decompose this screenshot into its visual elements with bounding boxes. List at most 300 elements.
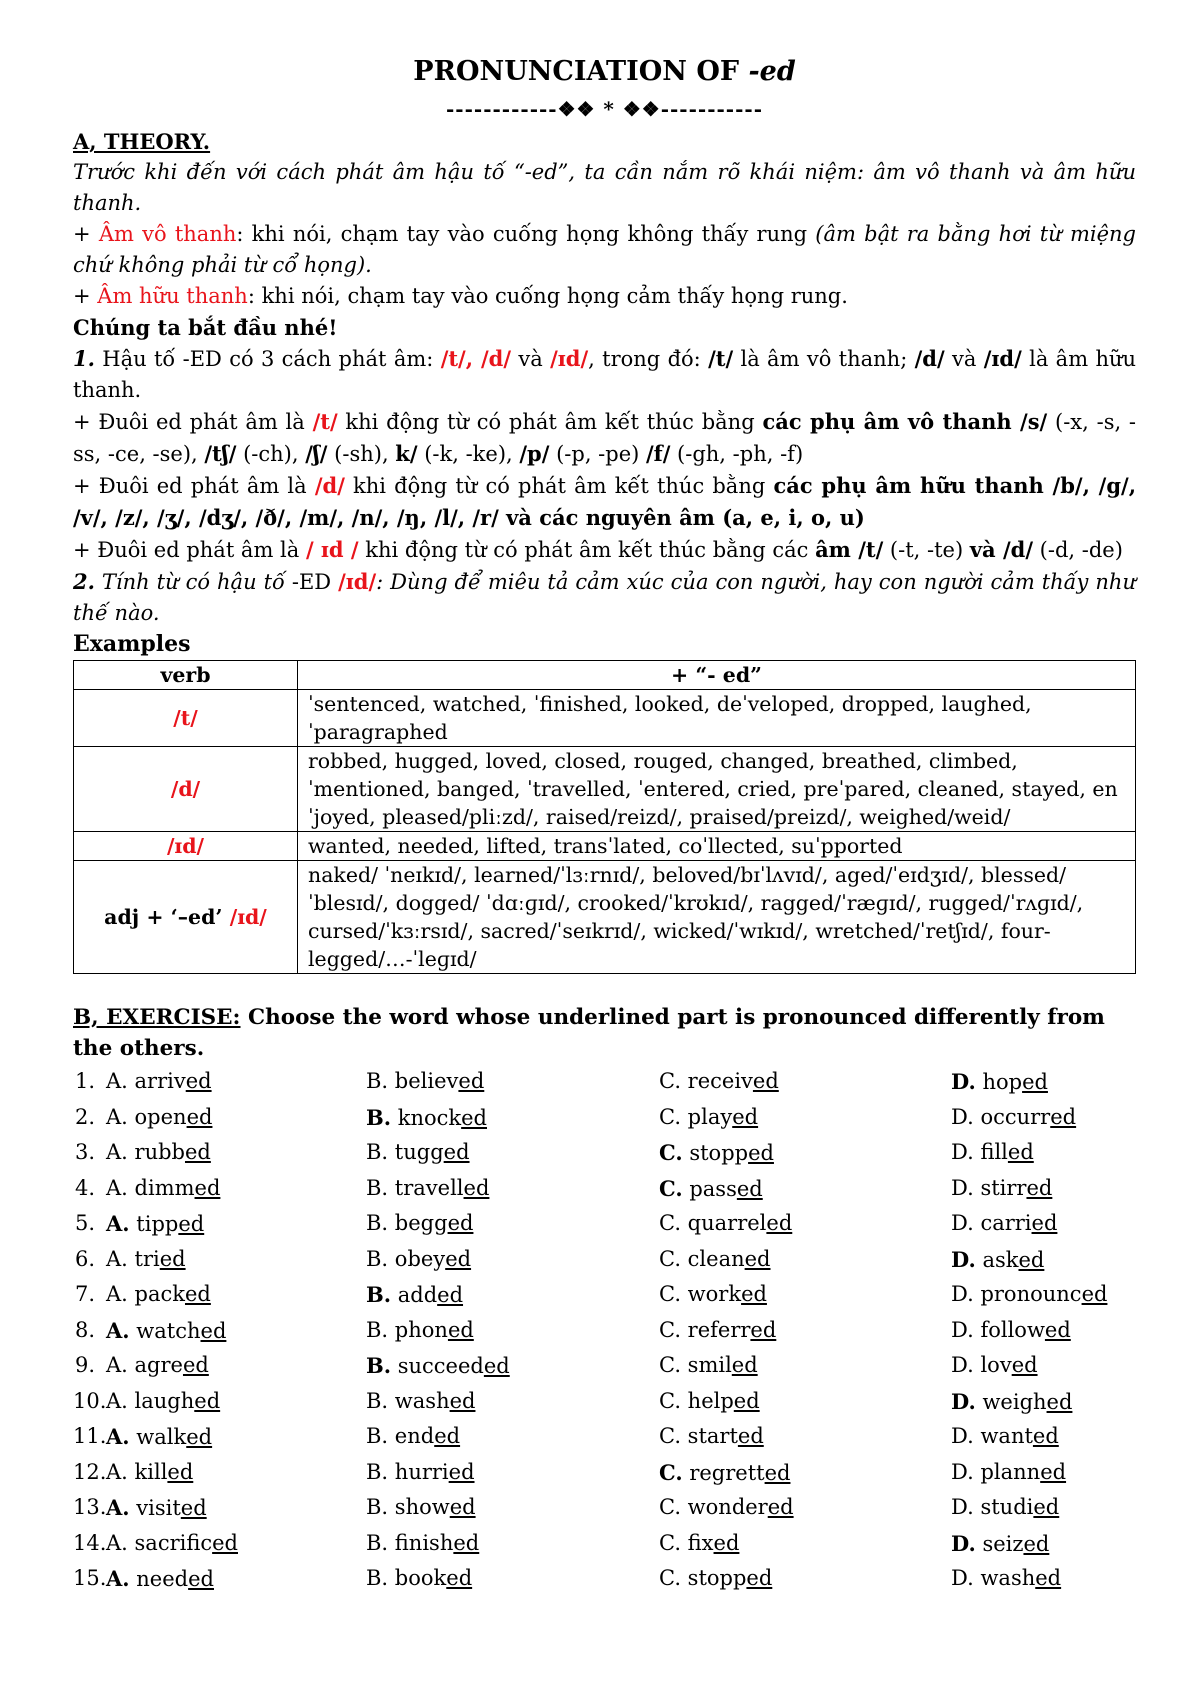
question-row [73, 1206, 1136, 1242]
option-letter: A. [106, 1530, 135, 1555]
document-page [73, 52, 1136, 1597]
question-number: 3. [75, 1140, 96, 1164]
option-c[interactable] [659, 1313, 776, 1349]
option-underlined-part: ed [458, 1069, 485, 1093]
option-letter: A. [106, 1353, 135, 1377]
option-word-stem: lov [980, 1353, 1012, 1377]
option-word-stem: follow [980, 1317, 1045, 1342]
option-b[interactable] [366, 1171, 489, 1207]
option-letter: B. [366, 1282, 392, 1307]
option-underlined-part: ed [767, 1495, 794, 1519]
voiced-definition: + Âm hữu thanh: khi nói, chạm tay vào cuống họng cảm thấy họng rung. [73, 284, 848, 308]
option-underlined-part: ed [182, 1353, 209, 1377]
option-b[interactable] [366, 1277, 463, 1314]
option-d[interactable] [951, 1171, 1052, 1207]
option-word-stem: ask [975, 1247, 1019, 1272]
question-number: 7. [75, 1282, 96, 1306]
option-word-stem: stopp [687, 1566, 747, 1590]
option-underlined-part: ed [194, 1388, 221, 1413]
option-letter: C. [659, 1069, 688, 1093]
option-letter: D. [951, 1317, 981, 1342]
option-word-stem: finish [394, 1530, 454, 1555]
option-letter: A. [106, 1104, 135, 1129]
option-word-stem: watch [129, 1318, 201, 1343]
option-letter: B. [366, 1495, 395, 1519]
option-letter: D. [951, 1566, 981, 1590]
option-word-stem: hurri [394, 1459, 449, 1484]
option-underlined-part: ed [446, 1566, 473, 1590]
option-word-stem: wonder [687, 1495, 768, 1519]
example-row-d [74, 747, 1136, 832]
option-underlined-part: ed [447, 1211, 474, 1235]
question-number: 5. [75, 1211, 96, 1235]
row-words: naked/ ˈneɪkɪd/, learned/ˈlɜːrnɪd/, beloved/bɪˈlʌvɪd/, aged/ˈeɪdʒɪd/, blessed/ˈblesɪd/, dogged/ ˈdɑːɡɪd/, crooked/ˈkrʊkɪd/, ragged/ˈræɡɪd/, rugged/ˈrʌɡɪd/, cursed/ˈkɜːrsɪd/, sacred/ˈseɪkrɪd/, wicked/ˈwɪkɪd/, wretched/ˈretʃɪd/, four-legged/…-ˈleɡɪd/ [298, 861, 1136, 974]
option-c[interactable] [659, 1064, 779, 1100]
option-d[interactable] [951, 1384, 1072, 1421]
option-letter: B. [366, 1104, 392, 1130]
option-underlined-part: ed [434, 1424, 461, 1448]
option-underlined-part: ed [186, 1104, 213, 1129]
option-underlined-part: ed [437, 1283, 464, 1307]
question-row [73, 1419, 1136, 1455]
option-letter: D. [951, 1424, 981, 1448]
option-word-stem: regrett [682, 1460, 765, 1485]
option-letter: A. [106, 1140, 135, 1164]
option-letter: B. [366, 1353, 392, 1378]
option-underlined-part: ed [1022, 1070, 1048, 1094]
option-underlined-part: ed [461, 1105, 487, 1130]
option-a[interactable] [106, 1348, 209, 1384]
question-number: 13. [73, 1495, 107, 1519]
option-word-stem: show [394, 1495, 450, 1519]
option-underlined-part: ed [1040, 1459, 1067, 1484]
option-underlined-part: ed [748, 1141, 774, 1165]
option-letter: B. [366, 1459, 395, 1484]
option-underlined-part: ed [741, 1282, 767, 1306]
row-label: /d/ [74, 747, 298, 832]
option-d[interactable] [951, 1277, 1107, 1313]
option-underlined-part: ed [200, 1318, 227, 1343]
option-word-stem: carri [980, 1211, 1032, 1235]
option-b[interactable] [366, 1455, 475, 1491]
option-word-stem: smil [687, 1353, 732, 1377]
option-underlined-part: ed [1031, 1211, 1058, 1235]
question-row [73, 1277, 1136, 1313]
option-underlined-part: ed [750, 1317, 777, 1342]
option-underlined-part: ed [764, 1460, 791, 1485]
header-verb: verb [74, 661, 298, 690]
option-letter: B. [366, 1317, 395, 1342]
option-word-stem: help [687, 1388, 734, 1413]
question-number: 11. [73, 1424, 107, 1448]
header-ed: + “- ed” [298, 661, 1136, 690]
option-c[interactable] [659, 1419, 764, 1455]
question-row [73, 1242, 1136, 1278]
option-underlined-part: ed [447, 1317, 474, 1342]
option-underlined-part: ed [445, 1246, 472, 1271]
option-letter: C. [659, 1388, 688, 1413]
option-letter: C. [659, 1424, 688, 1448]
option-word-stem: open [134, 1104, 187, 1129]
option-underlined-part: ed [737, 1424, 764, 1448]
row-label: /ɪd/ [74, 832, 298, 861]
option-word-stem: knock [391, 1105, 462, 1130]
option-word-stem: seiz [975, 1531, 1024, 1556]
option-underlined-part: ed [1007, 1140, 1034, 1164]
option-b[interactable] [366, 1206, 473, 1242]
option-d[interactable] [951, 1206, 1057, 1242]
option-word-stem: work [687, 1282, 742, 1306]
option-letter: A. [106, 1317, 130, 1343]
option-underlined-part: ed [752, 1069, 779, 1093]
option-underlined-part: ed [746, 1566, 773, 1590]
option-underlined-part: ed [453, 1530, 480, 1555]
option-word-stem: book [394, 1566, 447, 1590]
question-number: 10. [73, 1388, 107, 1413]
option-letter: D. [951, 1459, 981, 1484]
option-d[interactable] [951, 1100, 1076, 1136]
option-underlined-part: ed [731, 1353, 758, 1377]
question-number: 8. [75, 1317, 96, 1342]
option-c[interactable] [659, 1526, 739, 1562]
question-number: 1. [75, 1069, 96, 1093]
option-underlined-part: ed [1023, 1531, 1050, 1556]
option-letter: B. [366, 1175, 395, 1200]
option-underlined-part: ed [766, 1211, 793, 1235]
question-number: 2. [75, 1104, 96, 1129]
option-word-stem: visit [129, 1496, 181, 1520]
option-underlined-part: ed [713, 1530, 740, 1555]
option-c[interactable] [659, 1100, 758, 1136]
option-letter: A. [106, 1211, 130, 1236]
option-d[interactable] [951, 1242, 1044, 1279]
option-c[interactable] [659, 1135, 774, 1172]
option-c[interactable] [659, 1171, 763, 1208]
option-a[interactable] [106, 1135, 211, 1171]
option-letter: D. [951, 1140, 981, 1164]
option-c[interactable] [659, 1206, 792, 1242]
option-word-stem: wash [980, 1566, 1036, 1590]
question-number: 4. [75, 1175, 96, 1200]
option-b[interactable] [366, 1064, 484, 1100]
question-row [73, 1348, 1136, 1384]
d-rule: + Đuôi ed phát âm là /d/ khi động từ có phát âm kết thúc bằng các phụ âm hữu thanh /b/, /g/, /v/, /z/, /ʒ/, /dʒ/, /ð/, /m/, /n/, /ŋ, /l/, /r/ và các nguyên âm (a, e, i, o, u) [73, 473, 1137, 530]
option-letter: B. [366, 1211, 395, 1235]
option-word-stem: weigh [975, 1389, 1047, 1414]
option-underlined-part: ed [1050, 1104, 1077, 1129]
option-word-stem: agre [134, 1353, 183, 1377]
option-b[interactable] [366, 1100, 487, 1137]
option-letter: A. [106, 1459, 135, 1484]
rule-2: 2. Tính từ có hậu tố -ED /ɪd/: Dùng để miêu tả cảm xúc của con người, hay con người cảm thấy như thế nào. [73, 569, 1136, 625]
option-underlined-part: ed [184, 1282, 211, 1306]
option-letter: C. [659, 1140, 683, 1165]
question-number: 6. [75, 1246, 96, 1271]
option-word-stem: referr [687, 1317, 751, 1342]
option-b[interactable] [366, 1384, 475, 1420]
option-letter: A. [106, 1495, 130, 1520]
row-words: robbed, hugged, loved, closed, rouged, changed, breathed, climbed, ˈmentioned, banged, ˈtravelled, ˈentered, cried, preˈpared, cleaned, stayed, enˈjoyed, pleased/pliːzd/, raised/reizd/, praised/preizd/, weighed/weid/ [298, 747, 1136, 832]
option-letter: B. [366, 1566, 395, 1590]
option-word-stem: begg [394, 1211, 448, 1235]
option-word-stem: want [980, 1424, 1033, 1448]
option-letter: C. [659, 1282, 688, 1306]
option-c[interactable] [659, 1384, 760, 1420]
option-letter: B. [366, 1424, 395, 1448]
option-a[interactable] [106, 1064, 212, 1100]
option-c[interactable] [659, 1242, 771, 1278]
option-word-stem: dimm [134, 1175, 195, 1200]
option-d[interactable] [951, 1135, 1034, 1171]
option-underlined-part: ed [184, 1140, 211, 1164]
option-underlined-part: ed [1018, 1247, 1045, 1272]
row-label: adj + ‘–ed’ /ɪd/ [74, 861, 298, 974]
option-word-stem: need [129, 1567, 189, 1591]
example-row-adj [74, 861, 1136, 974]
option-word-stem: pass [682, 1176, 737, 1201]
option-underlined-part: ed [186, 1425, 213, 1449]
option-letter: C. [659, 1459, 683, 1485]
option-underlined-part: ed [159, 1246, 186, 1271]
option-underlined-part: ed [1026, 1175, 1053, 1200]
row-words: wanted, needed, lifted, transˈlated, coˈllected, suˈpported [298, 832, 1136, 861]
option-underlined-part: ed [1046, 1389, 1073, 1414]
option-word-stem: obey [394, 1246, 446, 1271]
row-words: ˈsentenced, watched, ˈfinished, looked, deˈveloped, dropped, laughed, ˈparagraphed [298, 690, 1136, 747]
option-word-stem: kill [134, 1459, 168, 1484]
option-word-stem: sacrific [134, 1530, 213, 1555]
option-underlined-part: ed [483, 1354, 510, 1378]
option-c[interactable] [659, 1348, 758, 1384]
option-letter: B. [366, 1530, 395, 1555]
option-a[interactable] [106, 1277, 211, 1313]
option-d[interactable] [951, 1561, 1061, 1597]
question-row [73, 1384, 1136, 1420]
option-letter: C. [659, 1175, 683, 1201]
option-b[interactable] [366, 1348, 510, 1385]
question-number: 12. [73, 1459, 107, 1484]
option-letter: C. [659, 1530, 688, 1555]
option-a[interactable] [106, 1526, 238, 1562]
option-letter: B. [366, 1069, 395, 1093]
option-underlined-part: ed [185, 1069, 212, 1093]
option-underlined-part: ed [449, 1388, 476, 1413]
page-title: PRONUNCIATION OF -ed [413, 56, 796, 87]
question-row [73, 1455, 1136, 1491]
option-b[interactable] [366, 1526, 479, 1562]
option-letter: A. [106, 1566, 130, 1591]
option-d[interactable] [951, 1313, 1071, 1349]
option-letter: A. [106, 1388, 135, 1413]
option-letter: D. [951, 1104, 981, 1129]
option-letter: B. [366, 1388, 395, 1413]
option-b[interactable] [366, 1490, 476, 1526]
option-letter: B. [366, 1140, 395, 1164]
option-word-stem: clean [687, 1246, 745, 1271]
option-letter: C. [659, 1566, 688, 1590]
option-word-stem: play [687, 1104, 733, 1129]
option-c[interactable] [659, 1277, 767, 1313]
example-row-t [74, 690, 1136, 747]
rule-1: 1. Hậu tố -ED có 3 cách phát âm: /t/, /d/ và /ɪd/, trong đó: /t/ là âm vô thanh; /d/ và /ɪd/ là âm hữu thanh. [73, 346, 1137, 402]
option-letter: D. [951, 1211, 981, 1235]
option-underlined-part: ed [744, 1246, 771, 1271]
option-letter: A. [106, 1246, 135, 1271]
question-row [73, 1135, 1136, 1171]
option-letter: D. [951, 1175, 981, 1200]
option-d[interactable] [951, 1455, 1066, 1491]
option-a[interactable] [106, 1242, 186, 1278]
option-word-stem: phon [394, 1317, 448, 1342]
option-word-stem: stirr [980, 1175, 1027, 1200]
option-underlined-part: ed [443, 1140, 470, 1164]
option-word-stem: start [687, 1424, 738, 1448]
option-a[interactable] [106, 1455, 193, 1491]
option-word-stem: fix [687, 1530, 714, 1555]
question-number: 9. [75, 1353, 96, 1377]
question-row [73, 1100, 1136, 1136]
option-word-stem: fill [980, 1140, 1008, 1164]
option-word-stem: rubb [134, 1140, 185, 1164]
option-word-stem: travell [394, 1175, 464, 1200]
option-b[interactable] [366, 1242, 471, 1278]
question-row [73, 1561, 1136, 1597]
option-word-stem: walk [129, 1425, 187, 1449]
option-word-stem: laugh [134, 1388, 195, 1413]
examples-heading: Examples [73, 631, 191, 657]
option-b[interactable] [366, 1419, 460, 1455]
option-underlined-part: ed [1044, 1317, 1071, 1342]
option-word-stem: occurr [980, 1104, 1051, 1129]
option-a[interactable] [106, 1100, 212, 1136]
question-row [73, 1064, 1136, 1100]
option-word-stem: hop [975, 1070, 1023, 1094]
option-word-stem: quarrel [687, 1211, 767, 1235]
option-d[interactable] [951, 1490, 1059, 1526]
option-a[interactable] [106, 1561, 214, 1598]
option-b[interactable] [366, 1135, 470, 1171]
examples-table [73, 660, 1136, 974]
option-word-stem: succeed [391, 1354, 484, 1378]
option-letter: A. [106, 1175, 135, 1200]
option-b[interactable] [366, 1313, 474, 1349]
option-word-stem: add [391, 1283, 438, 1307]
option-word-stem: receiv [687, 1069, 753, 1093]
option-underlined-part: ed [1032, 1424, 1059, 1448]
option-a[interactable] [106, 1171, 220, 1207]
option-underlined-part: ed [1011, 1353, 1038, 1377]
option-underlined-part: ed [188, 1567, 214, 1591]
exercise-heading: B, EXERCISE: Choose the word whose underlined part is pronounced differently from the others. [73, 1005, 1105, 1061]
option-letter: C. [659, 1317, 688, 1342]
option-underlined-part: ed [1081, 1282, 1108, 1306]
option-c[interactable] [659, 1455, 790, 1492]
option-word-stem: tugg [394, 1140, 444, 1164]
option-d[interactable] [951, 1348, 1038, 1384]
theory-intro: Trước khi đến với cách phát âm hậu tố “-ed”, ta cần nắm rõ khái niệm: âm vô thanh và âm hữu thanh. [73, 160, 1136, 215]
option-d[interactable] [951, 1064, 1048, 1101]
option-c[interactable] [659, 1490, 794, 1526]
option-word-stem: pack [134, 1282, 185, 1306]
theory-heading: A, THEORY. [73, 129, 211, 154]
option-letter: D. [951, 1495, 981, 1519]
option-underlined-part: ed [1035, 1566, 1062, 1590]
option-letter: A. [106, 1424, 130, 1449]
option-underlined-part: ed [736, 1176, 763, 1201]
option-letter: D. [951, 1069, 976, 1094]
option-underlined-part: ed [178, 1212, 205, 1236]
t-rule: + Đuôi ed phát âm là /t/ khi động từ có phát âm kết thúc bằng các phụ âm vô thanh /s/ (-x, -s, -ss, -ce, -se), /tʃ/ (-ch), /ʃ/ (-sh), k/ (-k, -ke), /p/ (-p, -pe) /f/ (-gh, -ph, -f) [73, 409, 1137, 466]
option-letter: D. [951, 1388, 976, 1414]
option-a[interactable] [106, 1490, 207, 1527]
voiceless-definition: + Âm vô thanh: khi nói, chạm tay vào cuống họng không thấy rung (âm bật ra bằng hơi từ miệng chứ không phải từ cổ họng). [73, 222, 1136, 277]
option-underlined-part: ed [463, 1175, 490, 1200]
id-rule: + Đuôi ed phát âm là / ɪd / khi động từ có phát âm kết thúc bằng các âm /t/ (-t, -te) và /d/ (-d, -de) [73, 537, 1123, 562]
option-letter: C. [659, 1353, 688, 1377]
option-letter: D. [951, 1353, 981, 1377]
option-a[interactable] [106, 1313, 226, 1350]
option-letter: C. [659, 1495, 688, 1519]
option-word-stem: stopp [682, 1141, 749, 1165]
option-underlined-part: ed [448, 1459, 475, 1484]
option-underlined-part: ed [1033, 1495, 1060, 1519]
option-letter: A. [106, 1069, 135, 1093]
option-letter: C. [659, 1211, 688, 1235]
option-a[interactable] [106, 1419, 212, 1456]
title-divider: ------------❖❖ * ❖❖----------- [445, 97, 764, 121]
question-row [73, 1313, 1136, 1349]
option-b[interactable] [366, 1561, 472, 1597]
option-a[interactable] [106, 1384, 220, 1420]
option-word-stem: plann [980, 1459, 1041, 1484]
question-row [73, 1171, 1136, 1207]
option-letter: C. [659, 1246, 688, 1271]
option-letter: D. [951, 1530, 976, 1556]
question-list [73, 1064, 1136, 1597]
option-d[interactable] [951, 1526, 1049, 1563]
option-d[interactable] [951, 1419, 1059, 1455]
question-number: 14. [73, 1530, 107, 1555]
option-underlined-part: ed [732, 1104, 759, 1129]
option-underlined-part: ed [194, 1175, 221, 1200]
option-a[interactable] [106, 1206, 204, 1243]
option-c[interactable] [659, 1561, 772, 1597]
option-letter: B. [366, 1246, 395, 1271]
option-word-stem: studi [980, 1495, 1034, 1519]
examples-header-row [74, 661, 1136, 690]
option-letter: D. [951, 1246, 976, 1272]
option-word-stem: arriv [134, 1069, 186, 1093]
option-word-stem: tri [134, 1246, 160, 1271]
option-word-stem: tipp [129, 1212, 179, 1236]
question-row [73, 1490, 1136, 1526]
option-letter: A. [106, 1282, 135, 1306]
option-letter: D. [951, 1282, 981, 1306]
option-word-stem: believ [394, 1069, 459, 1093]
start-line: Chúng ta bắt đầu nhé! [73, 315, 338, 340]
option-letter: C. [659, 1104, 688, 1129]
option-underlined-part: ed [167, 1459, 194, 1484]
option-word-stem: wash [394, 1388, 450, 1413]
option-word-stem: end [394, 1424, 435, 1448]
option-underlined-part: ed [449, 1495, 476, 1519]
question-number: 15. [73, 1566, 107, 1590]
option-underlined-part: ed [733, 1388, 760, 1413]
question-row [73, 1526, 1136, 1562]
row-label: /t/ [74, 690, 298, 747]
option-underlined-part: ed [180, 1496, 207, 1520]
option-underlined-part: ed [212, 1530, 238, 1555]
